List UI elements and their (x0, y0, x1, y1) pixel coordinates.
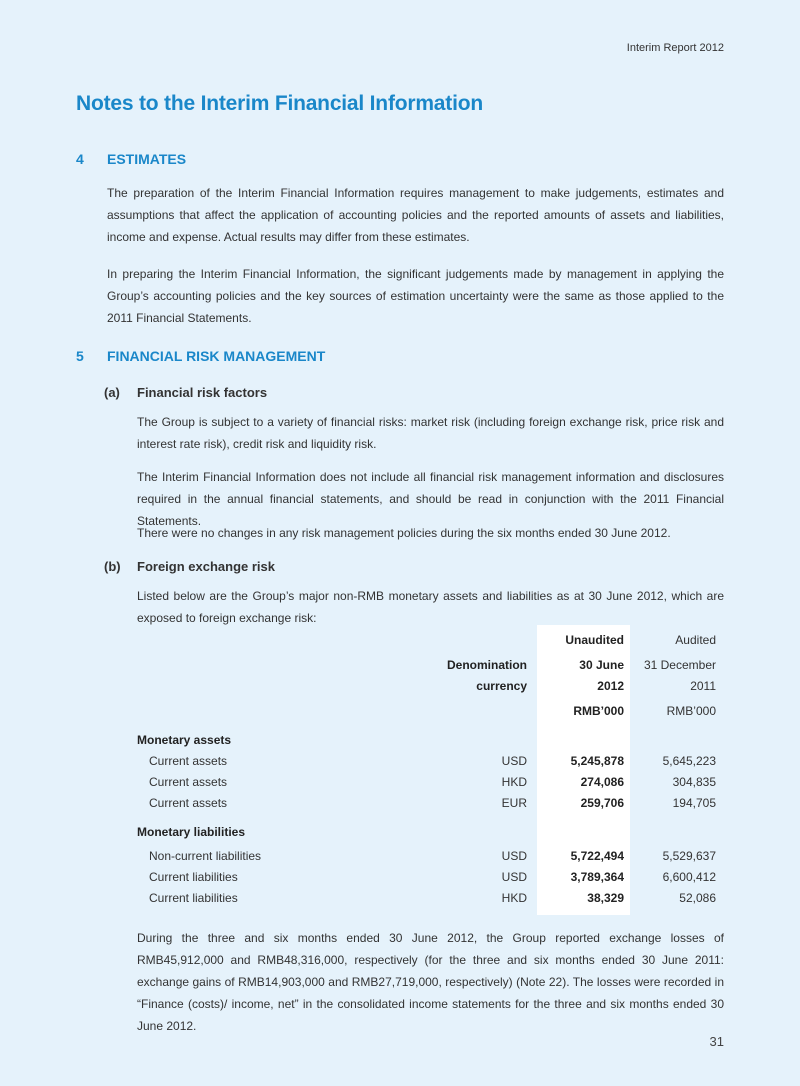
row-audited: 5,645,223 (662, 754, 716, 768)
row-label: Current assets (149, 775, 228, 789)
row-currency: USD (501, 849, 527, 863)
row-audited: 194,705 (672, 796, 716, 810)
row-label: Non-current liabilities (149, 849, 262, 863)
subsection-b-heading (104, 559, 275, 574)
header-unit-audited: RMB’000 (666, 704, 716, 718)
subsection-b-title: Foreign exchange risk (137, 559, 275, 574)
subsection-a-title: Financial risk factors (137, 385, 268, 400)
table-row (137, 751, 724, 771)
header-year-unaudited: 2012 (597, 679, 624, 693)
header-row-year (137, 676, 724, 696)
row-currency: USD (501, 870, 527, 884)
row-label: Current liabilities (149, 891, 238, 905)
row-currency: HKD (501, 891, 527, 905)
table-row (137, 867, 724, 887)
subsection-a-heading (104, 385, 267, 400)
row-label: Current assets (149, 796, 228, 810)
table-row (137, 772, 724, 792)
page-number: 31 (709, 1034, 724, 1049)
row-unaudited: 5,245,878 (570, 754, 624, 768)
row-unaudited: 38,329 (587, 891, 624, 905)
assets-heading: Monetary assets (137, 733, 232, 747)
subsection-b-closing: During the three and six months ended 30 June 2012, the Group reported exchange losses of RMB45,912,000 and RMB48,316,000, respectively (for the three and six months ended 30 June 2011: exchange gains of RMB14,903,000 and RMB27,719,000, respectively) (Note 22). The losses were recorded in “Finance (costs)/ income, net” in the consolidated income statements for the three and six months ended 30 June 2012. (137, 931, 724, 1033)
row-currency: USD (501, 754, 527, 768)
subsection-a-paragraph-2: The Interim Financial Information does not include all financial risk management information and disclosures required in the annual financial statements, and should be read in conjunction with the 2011 Financial Statements. (137, 470, 724, 528)
report-title: Interim Report 2012 (626, 42, 724, 54)
assets-heading-row (137, 730, 724, 750)
header-unaudited: Unaudited (565, 633, 624, 647)
header-row-audit (137, 630, 724, 650)
section-5-heading (76, 348, 325, 364)
row-currency: HKD (501, 775, 527, 789)
page-title: Notes to the Interim Financial Information (76, 92, 483, 115)
header-date-audited: 31 December (643, 658, 716, 672)
row-audited: 304,835 (672, 775, 716, 789)
header-row-unit (137, 701, 724, 721)
table-row (137, 888, 724, 908)
header-audited: Audited (675, 633, 716, 647)
subsection-a-paragraph-3: There were no changes in any risk management policies during the six months ended 30 June 2012. (137, 526, 671, 540)
row-audited: 52,086 (679, 891, 716, 905)
row-label: Current assets (149, 754, 228, 768)
section-5-title: FINANCIAL RISK MANAGEMENT (107, 348, 326, 364)
subsection-a-paragraph-1: The Group is subject to a variety of financial risks: market risk (including foreign exchange risk, price risk and interest rate risk), credit risk and liquidity risk. (137, 415, 724, 451)
table-row (137, 793, 724, 813)
header-row-date (137, 655, 724, 675)
header-denomination: Denomination (447, 658, 527, 672)
section-5-number: 5 (76, 348, 84, 364)
header-year-audited: 2011 (690, 679, 716, 693)
row-unaudited: 5,722,494 (570, 849, 624, 863)
row-unaudited: 274,086 (580, 775, 624, 789)
row-label: Current liabilities (149, 870, 238, 884)
section-4-number: 4 (76, 151, 84, 167)
section-4-paragraph-1: The preparation of the Interim Financial Information requires management to make judgements, estimates and assumptions that affect the application of accounting policies and the reported amounts of assets and liabilities, income and expense. Actual results may differ from these estimates. (107, 186, 724, 244)
section-4-heading (76, 151, 186, 167)
row-unaudited: 259,706 (580, 796, 624, 810)
row-unaudited: 3,789,364 (570, 870, 624, 884)
liabilities-heading: Monetary liabilities (137, 825, 246, 839)
row-audited: 6,600,412 (662, 870, 716, 884)
header-date-unaudited: 30 June (579, 658, 624, 672)
subsection-a-label: (a) (104, 385, 120, 400)
header-unit-unaudited: RMB’000 (573, 704, 624, 718)
liabilities-heading-row (137, 822, 724, 842)
subsection-b-intro: Listed below are the Group’s major non-RMB monetary assets and liabilities as at 30 June 2012, which are exposed to foreign exchange risk: (137, 589, 724, 625)
section-4-title: ESTIMATES (107, 151, 187, 167)
subsection-b-label: (b) (104, 559, 121, 574)
row-audited: 5,529,637 (662, 849, 716, 863)
row-currency: EUR (501, 796, 527, 810)
section-4-paragraph-2: In preparing the Interim Financial Information, the significant judgements made by management in applying the Group’s accounting policies and the key sources of estimation uncertainty were the same as those applied to the 2011 Financial Statements. (107, 267, 724, 325)
table-row (137, 846, 724, 866)
header-currency: currency (476, 679, 527, 693)
